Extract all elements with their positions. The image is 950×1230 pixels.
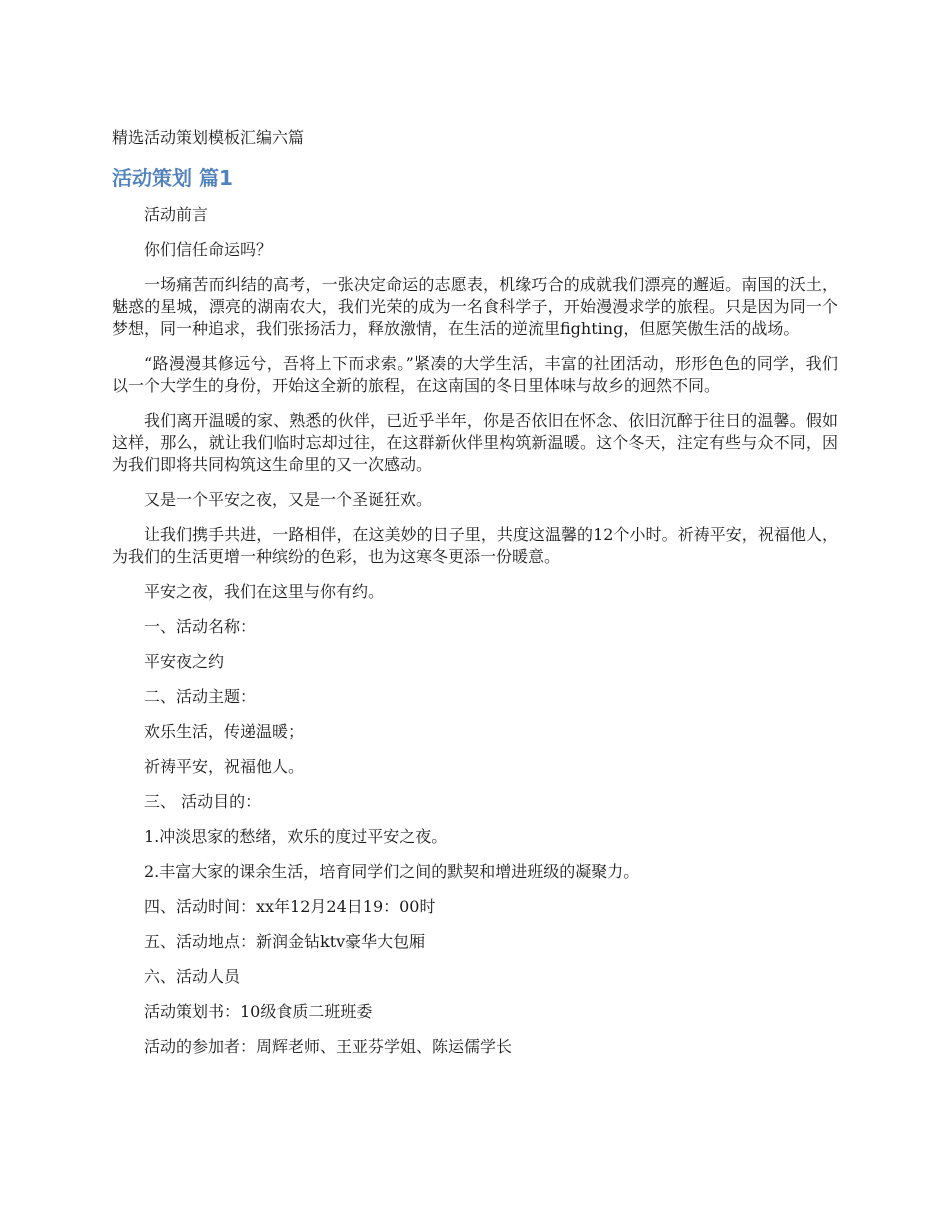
paragraph: 活动策划书：10级食质二班班委	[144, 1002, 373, 1021]
paragraph: 活动的参加者：周辉老师、王亚芬学姐、陈运儒学长	[144, 1037, 513, 1056]
paragraph: 一场痛苦而纠结的高考，一张决定命运的志愿表，机缘巧合的成就我们漂亮的邂逅。南国的沃土，魅惑的星城，漂亮的湖南农大，我们光荣的成为一名食科学子，开始漫漫求学的旅程。只是因为同一个梦想，同一种追求，我们张扬活力，释放激情，在生活的逆流里fighting，但愿笑傲生活的战场。	[112, 275, 838, 338]
paragraph: 四、活动时间：xx年12月24日19：00时	[144, 897, 436, 916]
paragraph: 1.冲淡思家的愁绪，欢乐的度过平安之夜。	[144, 827, 448, 846]
document-title: 精选活动策划模板汇编六篇	[112, 128, 305, 147]
paragraph: 平安夜之约	[144, 652, 225, 671]
paragraph: 一、活动名称：	[144, 617, 257, 636]
paragraph: 祈祷平安，祝福他人。	[144, 757, 305, 776]
paragraph: 活动前言	[144, 205, 209, 224]
paragraph: 二、活动主题：	[144, 687, 257, 706]
paragraph: 六、活动人员	[144, 967, 241, 986]
paragraph: “路漫漫其修远兮，吾将上下而求索。”紧凑的大学生活，丰富的社团活动，形形色色的同学，我们以一个大学生的身份，开始这全新的旅程，在这南国的冬日里体味与故乡的迥然不同。	[112, 354, 838, 395]
paragraph: 三、 活动目的：	[144, 792, 262, 811]
paragraph: 平安之夜，我们在这里与你有约。	[144, 582, 385, 601]
document-body	[112, 204, 838, 1071]
paragraph: 又是一个平安之夜，又是一个圣诞狂欢。	[144, 490, 433, 509]
section-heading: 活动策划 篇1	[112, 166, 233, 190]
paragraph: 2.丰富大家的课余生活，培育同学们之间的默契和增进班级的凝聚力。	[144, 862, 640, 881]
paragraph: 欢乐生活，传递温暖；	[144, 722, 305, 741]
paragraph: 五、活动地点：新润金钻ktv豪华大包厢	[144, 932, 426, 951]
paragraph: 让我们携手共进，一路相伴，在这美妙的日子里，共度这温馨的12个小时。祈祷平安，祝福他人，为我们的生活更增一种缤纷的色彩，也为这寒冬更添一份暖意。	[112, 525, 838, 566]
paragraph: 你们信任命运吗？	[144, 240, 273, 259]
paragraph: 我们离开温暖的家、熟悉的伙伴，已近乎半年，你是否依旧在怀念、依旧沉醉于往日的温馨。假如这样，那么，就让我们临时忘却过往，在这群新伙伴里构筑新温暖。这个冬天，注定有些与众不同，因为我们即将共同构筑这生命里的又一次感动。	[112, 411, 838, 474]
